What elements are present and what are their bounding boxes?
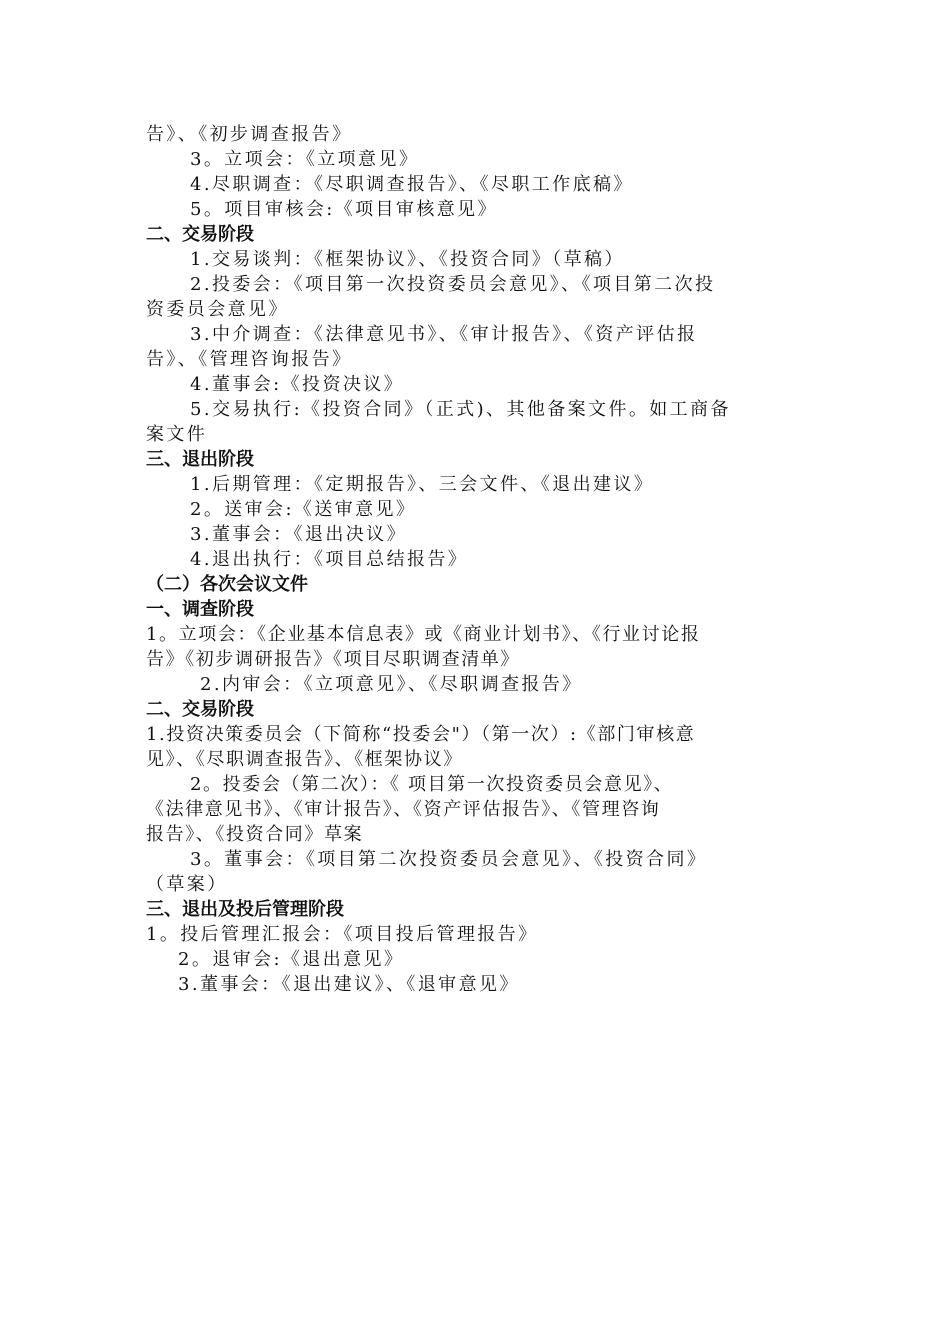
text-line: 2。送审会:《送审意见》 bbox=[190, 499, 417, 520]
text-line: 1.后期管理：《定期报告》、三会文件、《退出建议》 bbox=[190, 474, 655, 495]
text-line: 1。投后管理汇报会：《项目投后管理报告》 bbox=[146, 924, 539, 945]
text-line: 见》、《尽职调查报告》、《框架协议》 bbox=[146, 749, 463, 770]
section-heading: 二、交易阶段 bbox=[146, 224, 254, 245]
text-line: 2.投委会：《项目第一次投资委员会意见》、《项目第二次投 bbox=[190, 274, 716, 295]
text-line: 案文件 bbox=[146, 424, 208, 445]
section-heading: （二）各次会议文件 bbox=[146, 574, 308, 595]
text-line: （草案） bbox=[146, 874, 228, 895]
text-line: 4.董事会:《投资决议》 bbox=[190, 374, 405, 395]
text-line: 1.交易谈判：《框架协议》、《投资合同》（草稿） bbox=[190, 249, 625, 270]
section-heading: 三、退出及投后管理阶段 bbox=[146, 899, 344, 920]
text-line: 2。退审会:《退出意见》 bbox=[178, 949, 405, 970]
section-heading: 一、调查阶段 bbox=[146, 599, 254, 620]
text-line: 5。项目审核会:《项目审核意见》 bbox=[190, 199, 498, 220]
text-line: 2。投委会（第二次）：《 项目第一次投资委员会意见》、 bbox=[190, 774, 674, 795]
text-line: 告》、《管理咨询报告》 bbox=[146, 349, 353, 370]
section-heading: 三、退出阶段 bbox=[146, 449, 254, 470]
text-line: 《法律意见书》、《审计报告》、《资产评估报告》、《管理咨询 bbox=[146, 799, 661, 820]
text-line: 3。立项会：《立项意见》 bbox=[190, 149, 420, 170]
section-heading: 二、交易阶段 bbox=[146, 699, 254, 720]
text-line: 3.董事会：《退出决议》 bbox=[190, 524, 407, 545]
text-line: 3。董事会：《项目第二次投资委员会意见》、《投资合同》 bbox=[190, 849, 708, 870]
text-line: 1.投资决策委员会（下简称“投委会"）（第一次）:《部门审核意 bbox=[146, 724, 696, 745]
text-line: 资委员会意见》 bbox=[146, 299, 289, 320]
text-line: 4.退出执行：《项目总结报告》 bbox=[190, 549, 469, 570]
text-line: 3.中介调查：《法律意见书》、《审计报告》、《资产评估报 bbox=[190, 324, 698, 345]
text-line: 1。立项会：《企业基本信息表》或《商业计划书》、《行业讨论报 bbox=[146, 624, 701, 645]
text-line: 2.内审会：《立项意见》、《尽职调查报告》 bbox=[200, 674, 583, 695]
text-line: 3.董事会：《退出建议》、《退审意见》 bbox=[178, 974, 520, 995]
text-line: 告》、《初步调查报告》 bbox=[146, 124, 353, 145]
text-line: 4.尽职调查：《尽职调查报告》、《尽职工作底稿》 bbox=[190, 174, 634, 195]
text-line: 告》《初步调研报告》《项目尽职调查清单》 bbox=[146, 649, 520, 670]
text-line: 5.交易执行:《投资合同》（正式)、其他备案文件。如工商备 bbox=[190, 399, 731, 420]
text-line: 报告》、《投资合同》草案 bbox=[146, 824, 364, 845]
